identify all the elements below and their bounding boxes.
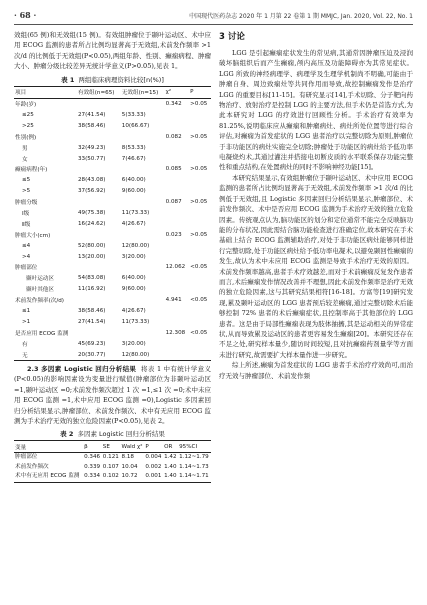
table-cell: [189, 186, 211, 197]
running-header: [14, 8, 413, 25]
table-cell: 4(26.67): [121, 220, 146, 227]
table-cell: [189, 284, 211, 295]
table-cell: 11(16.92): [77, 286, 106, 293]
table-cell: 4(26.67): [121, 307, 146, 314]
table2-header-cell: 变量: [14, 441, 83, 453]
table2-header-row: [14, 441, 211, 453]
table-cell: 12(80.00): [121, 351, 150, 358]
table-cell: [189, 306, 211, 317]
table-row: [14, 164, 211, 175]
table2-header-cell: OR: [163, 441, 178, 453]
table-cell: [165, 175, 190, 186]
table-cell: 3(20.00): [121, 253, 146, 260]
table-row: [14, 295, 211, 306]
table-cell: 8(53.33): [121, 144, 146, 151]
table-cell: >0.05: [190, 231, 208, 238]
table2-caption: [14, 429, 211, 438]
table-cell: 0.082: [165, 133, 182, 140]
table-row: [14, 186, 211, 197]
table-cell: [165, 153, 190, 164]
table-cell: [121, 98, 165, 109]
table-cell: 0.004: [145, 454, 162, 461]
table-cell: [165, 142, 190, 153]
table1-body: [14, 98, 211, 360]
table-cell: 11(73.33): [121, 318, 150, 325]
table-row: [14, 131, 211, 142]
table-cell: 45(69.23): [77, 340, 106, 347]
table-row: [14, 251, 211, 262]
row-label: 肿瘤部位: [15, 265, 38, 272]
table-cell: 1.40: [164, 473, 177, 480]
table1-number: 表 1: [61, 75, 75, 84]
table-cell: [165, 120, 190, 131]
table-cell: 27(41.54): [77, 318, 106, 325]
table-cell: 8.18: [121, 454, 134, 461]
table-cell: [189, 273, 211, 284]
table-row: [14, 349, 211, 360]
table-cell: [165, 273, 190, 284]
row-label: Ⅱ级: [22, 221, 31, 228]
table-cell: 0.002: [145, 463, 162, 470]
table2-header-cell: SE: [102, 441, 121, 453]
table-cell: 0.346: [84, 454, 101, 461]
row-label: 颞叶其他区: [26, 287, 54, 294]
table2-header-cell: P: [144, 441, 163, 453]
table-row: [14, 240, 211, 251]
table-cell: 27(41.54): [77, 111, 106, 118]
table-cell: [165, 186, 190, 197]
table-row: [14, 110, 211, 121]
table-cell: 1.40: [164, 463, 177, 470]
table-cell: [77, 164, 121, 175]
table1-header-cell: 项目: [14, 86, 77, 98]
table-cell: [121, 295, 165, 306]
table-cell: 0.001: [145, 473, 162, 480]
table-cell: [189, 120, 211, 131]
table-cell: 0.342: [165, 101, 182, 108]
table1-caption: [14, 75, 211, 84]
table2-header-cell: Wald χ²: [121, 441, 145, 453]
row-label: 性别(例): [15, 134, 37, 141]
table-cell: 10.04: [121, 463, 138, 470]
page-number: · 68 ·: [14, 10, 37, 20]
table-cell: [165, 251, 190, 262]
table-cell: [165, 284, 190, 295]
table-cell: [121, 327, 165, 338]
table-cell: [77, 131, 121, 142]
table-cell: <0.05: [190, 264, 208, 271]
row-label: >5: [22, 188, 31, 195]
table-cell: 9(60.00): [121, 188, 146, 195]
table-row: [14, 153, 211, 164]
table-cell: [189, 142, 211, 153]
table-cell: 11(73.33): [121, 209, 150, 216]
table-cell: 0.087: [165, 199, 182, 206]
table-cell: 4.941: [165, 297, 182, 304]
right-column: [219, 30, 413, 599]
table-cell: 10(66.67): [121, 122, 150, 129]
row-label: ≤1: [22, 307, 31, 314]
table-cell: <0.05: [190, 297, 208, 304]
table2-title: 多因素 Logistic 回归分析结果: [77, 430, 165, 439]
table-cell: [189, 110, 211, 121]
table2-body: [14, 453, 211, 483]
discussion-body: [219, 48, 413, 381]
table-cell: 9(60.00): [121, 286, 146, 293]
section-2-3-title: 2.3 多因素 Logistic 回归分析结果: [27, 365, 137, 373]
table-cell: [189, 153, 211, 164]
table1-title: 两组临床病理资料比较[n(%)]: [78, 75, 164, 84]
table-cell: 1.14~1.71: [179, 473, 209, 480]
table-cell: [189, 251, 211, 262]
table1-header-cell: χ²: [165, 86, 190, 98]
row-label: 颞叶运动区: [26, 276, 54, 283]
row-label: 无: [22, 352, 28, 359]
table-cell: [189, 208, 211, 219]
table-row: [14, 463, 211, 473]
table-cell: 49(75.38): [77, 209, 106, 216]
table-cell: [165, 218, 190, 229]
table-cell: 3(20.00): [121, 340, 146, 347]
table-cell: 37(56.92): [77, 188, 106, 195]
table-cell: [77, 197, 121, 208]
table-cell: 6(40.00): [121, 177, 146, 184]
table-cell: [189, 240, 211, 251]
table-cell: >0.05: [190, 101, 208, 108]
journal-citation: 中国现代医药杂志 2020 年 1 月第 22 卷第 1 期 MMJC, Jan. 2020, Vol. 22, No. 1: [189, 13, 413, 20]
row-label: ≤5: [22, 177, 31, 184]
table-cell: 0.334: [84, 473, 101, 480]
table-cell: 12.308: [165, 329, 186, 336]
table-cell: 术前发作频次: [15, 463, 49, 470]
left-column: [14, 30, 211, 599]
row-label: ≤4: [22, 242, 31, 249]
table-row: [14, 175, 211, 186]
table-row: [14, 273, 211, 284]
row-label: 肿瘤分级: [15, 200, 38, 207]
table2-header-cell: 95%CI: [178, 441, 211, 453]
table-cell: 1.42: [164, 454, 177, 461]
table1-header-cell: 无效组(n=15): [121, 86, 165, 98]
table-cell: 38(58.46): [77, 307, 106, 314]
table-cell: [121, 197, 165, 208]
table-cell: 38(58.46): [77, 122, 106, 129]
table-cell: 0.085: [165, 166, 182, 173]
table-cell: 术中有无应用 ECOG 监测: [15, 473, 80, 480]
table-row: [14, 229, 211, 240]
table-cell: >0.05: [190, 133, 208, 140]
table-row: [14, 284, 211, 295]
table-cell: [189, 218, 211, 229]
row-label: Ⅰ级: [22, 210, 30, 217]
table-row: [14, 338, 211, 349]
row-label: >1: [22, 318, 31, 325]
row-label: 女: [22, 156, 28, 163]
table-row: [14, 306, 211, 317]
table-cell: [121, 262, 165, 273]
table-cell: 1.12~1.79: [179, 454, 209, 461]
table-row: [14, 142, 211, 153]
row-label: >25: [22, 122, 34, 129]
discussion-paragraph: LGG 是引起癫痫症状发生的常见病,其通常因肿瘤压迫及浸润破坏脑组织后而产生癫痫,颅内高压及功能障碍亦为其常见症状。LGG 所致的神经病理学、病理学及生理学机制尚不明确,可能由于肿瘤自身、周边致痫灶等共同作用而导致,故控制癫痫发作是治疗 LGG 的重要目标[11-15]。有研究显示[14],手术切除、分子靶向药物治疗、放射治疗是控制 LGG 的主要方法,但手术仍是首选方式,为此本研究对 LGG 的疗效进行回顾性分析。手术治疗有效率为 81.25%,说明临床应从癫痫和肿瘤病灶、病灶所处位置等进行综合评估,对癫痫为首发症状的 LGG 患者治疗以完整切除为原则,肿瘤位于非功能区的病灶实施完全切除;肿瘤处于功能区的病灶给予低功率电凝烧灼术,其通过灌注并搭接电切断皮质的水平联系保存功能完整性和重点结构,在处置病灶的同时不影响神经功能[15]。: [219, 49, 413, 172]
table2: [14, 440, 211, 483]
discussion-paragraph: 综上所述,癫痫为首发症状的 LGG 患者手术治疗疗效尚可,而治疗无效与肿瘤部位、术前发作频: [219, 361, 413, 380]
table-cell: 5(33.33): [121, 111, 146, 118]
table-cell: 20(30.77): [77, 351, 106, 358]
table-cell: [77, 327, 121, 338]
table-cell: 1.14~1.73: [179, 463, 209, 470]
table-cell: [77, 262, 121, 273]
row-label: 肿瘤大小(cm): [15, 232, 51, 239]
row-label: 男: [22, 145, 28, 152]
table-cell: 7(46.67): [121, 155, 146, 162]
table-cell: [189, 175, 211, 186]
table-cell: [189, 316, 211, 327]
table-cell: [121, 131, 165, 142]
table-cell: [77, 295, 121, 306]
table-row: [14, 197, 211, 208]
table-row: [14, 120, 211, 131]
table-cell: >0.05: [190, 166, 208, 173]
table-cell: 32(49.23): [77, 144, 106, 151]
row-label: 癫痫病程(年): [15, 167, 48, 174]
discussion-paragraph: 本研究结果显示,有效组肿瘤位于颞叶运动区、术中应用 ECOG 监测的患者所占比例均显著高于无效组,术前发作频率 >1 次/d 的比例低于无效组,且 Logistic 多因素回归分析结果显示,肿瘤部位、术前发作频次、术中是否应用 ECOG 监测为手术治疗无效的独立危险因素。传统观点认为,脑功能区的划分和定位通常不能完全反映脑功能的分布状况,因此需结合脑功能检查进行准确定位,故本研究在手术基础上结合 ECOG 监测辅助治疗,对处于非功能区病灶能够同样进行完整切除,处于功能区病灶给予低功率电凝术,以避免颞回性癫痫的发生,故认为术中未应用 ECOG 监测是导致手术治疗无效的原因。术前发作频率越高,患者手术疗效越差,而对于术前癫痫反复发作患者而言,术后癫痫发作情况改善并不理想,因此术前发作频率是治疗无效的独立危险因素,这与其研究结果相符[16-18]。方富等[19]研究发现,累及颞叶运动区的 LGG 患者预后较差癫痫,通过完整切除术后能够控制 72% 患者的术后癫痫症状,且控制率高于其他部位的 LGG 患者。这是由于局部性癫痫表现为肢体抽搐,其是运动相关的异常症状,从而导致累及运动区的患者更容易发生癫痫[20]。本研究还存在不足之处,研究样本量少,随访时间较短,且对抗癫痫药剂量学等方面未进行研究,故需要扩大样本量作进一步研究。: [219, 173, 413, 359]
table-cell: 12.062: [165, 264, 186, 271]
table-cell: 16(24.62): [77, 220, 106, 227]
table-row: [14, 327, 211, 338]
row-label: ≤25: [22, 111, 34, 118]
table-cell: <0.05: [190, 329, 208, 336]
table-cell: 肿瘤部位: [15, 454, 38, 461]
table1-header-cell: P: [189, 86, 211, 98]
table-cell: 54(83.08): [77, 275, 106, 282]
row-label: 有: [22, 341, 28, 348]
table-cell: 33(50.77): [77, 155, 106, 162]
results-paragraph: 效组(65 例)和无效组(15 例)。有效组肿瘤位于颞叶运动区、术中应用 ECOG 监测的患者所占比例均显著高于无效组,术前发作频率 >1 次/d 的比例低于无效组(P<0.05),两组年龄、性别、癫痫病程、肿瘤大小、肿瘤分级比较差异无统计学意义(P>0.05),见表 1。: [14, 31, 211, 71]
table-cell: 0.339: [84, 463, 101, 470]
table-row: [14, 453, 211, 463]
table-cell: 0.121: [102, 454, 119, 461]
table1-header-row: [14, 86, 211, 98]
table-row: [14, 472, 211, 482]
table-cell: [165, 306, 190, 317]
row-label: 年龄(岁): [15, 102, 37, 109]
table-cell: 28(43.08): [77, 177, 106, 184]
section-3-heading: 3 讨论: [219, 32, 245, 42]
table-cell: [165, 316, 190, 327]
row-label: >4: [22, 253, 31, 260]
table-cell: 0.023: [165, 231, 182, 238]
table-cell: 12(80.00): [121, 242, 150, 249]
section-2-3: [14, 364, 211, 426]
table-cell: [189, 349, 211, 360]
table-row: [14, 98, 211, 109]
table-cell: 0.107: [102, 463, 119, 470]
table-cell: 52(80.00): [77, 242, 106, 249]
table-row: [14, 316, 211, 327]
row-label: 术前发作频率(次/d): [15, 298, 64, 305]
table-cell: [165, 338, 190, 349]
section-2-3-text: 将表 1 中有统计学意义(P<0.05)的影响因素设为变量进行赋值(肿瘤部位为非颞叶运动区 =1,颞叶运动区 =0;术前发作频次超过 1 次 =1,≤1 次 =0;术中未应用 ECOG 监测 =1,术中应用 ECOG 监测 =0),Logistic 多因素回归分析结果显示,肿瘤部位、术前发作频次、术中有无应用 ECOG 监测为手术治疗无效的独立危险因素(P<0.05),见表 2。: [14, 365, 211, 426]
table-cell: [189, 338, 211, 349]
table-cell: >0.05: [190, 199, 208, 206]
table-cell: [165, 110, 190, 121]
table-row: [14, 262, 211, 273]
table-cell: [165, 208, 190, 219]
table-row: [14, 218, 211, 229]
table-cell: [165, 349, 190, 360]
table-cell: [165, 240, 190, 251]
row-label: 是否应用 ECOG 监测: [15, 330, 69, 337]
table-cell: 6(40.00): [121, 275, 146, 282]
table-cell: [121, 164, 165, 175]
table2-number: 表 2: [60, 430, 74, 439]
table-cell: [121, 229, 165, 240]
table1-header-cell: 有效组(n=65): [77, 86, 121, 98]
table-cell: [77, 98, 121, 109]
table-cell: 13(20.00): [77, 253, 106, 260]
table-row: [14, 208, 211, 219]
table2-header-cell: β: [83, 441, 102, 453]
table-cell: 0.102: [102, 473, 119, 480]
table-cell: 10.72: [121, 473, 138, 480]
table-cell: [77, 229, 121, 240]
table1: [14, 86, 211, 361]
